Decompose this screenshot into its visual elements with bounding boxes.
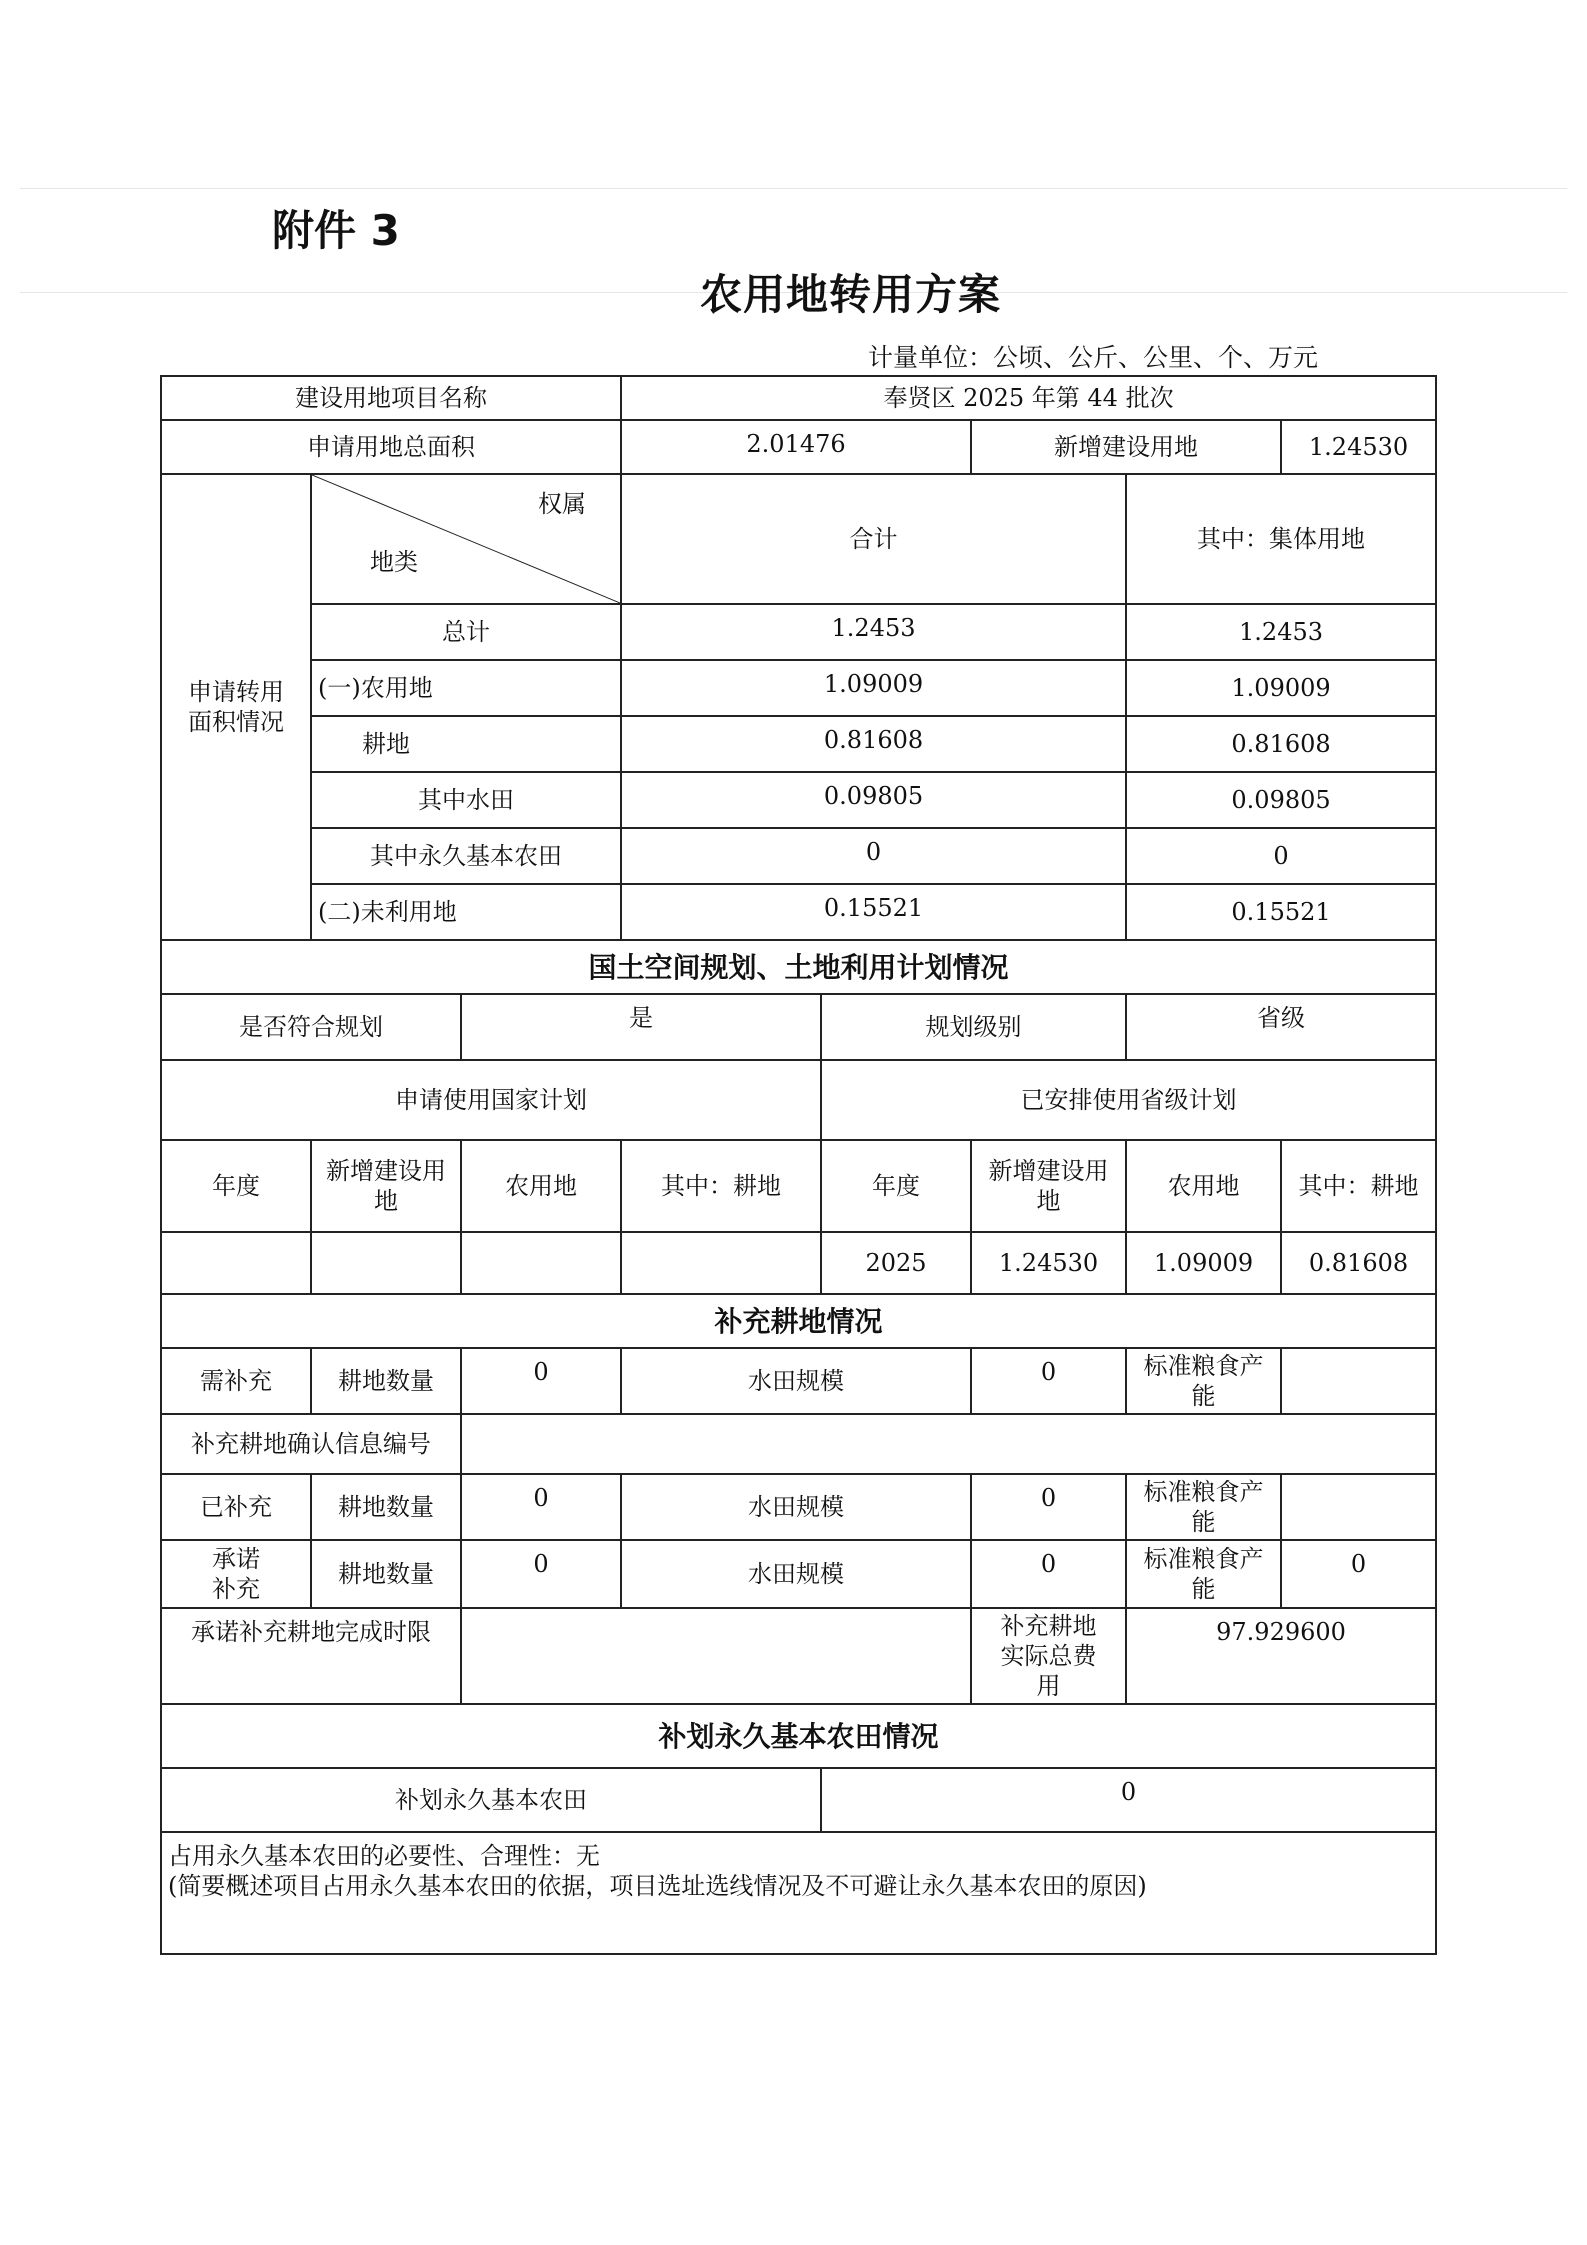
national-plan-label: 申请使用国家计划 <box>161 1060 821 1140</box>
row-label-agri: (一)农用地 <box>311 660 621 716</box>
basic-farmland-note <box>161 1832 1436 1954</box>
confirm-label: 补充耕地确认信息编号 <box>161 1414 461 1474</box>
row-unused-sum: 0.15521 <box>621 884 1126 940</box>
row-paddy-sum: 0.09805 <box>621 772 1126 828</box>
done-label: 已补充 <box>161 1474 311 1540</box>
provincial-agri: 1.09009 <box>1126 1232 1281 1294</box>
conversion-side-text: 申请转用面积情况 <box>188 678 284 736</box>
provincial-col-year: 年度 <box>821 1140 971 1232</box>
row-cultivated-sum: 0.81608 <box>621 716 1126 772</box>
national-col-new-construction: 新增建设用地 <box>311 1140 461 1232</box>
new-construction-label: 新增建设用地 <box>971 420 1281 474</box>
row-label-cultivated: 耕地 <box>311 716 621 772</box>
land-conversion-table <box>160 375 1437 1955</box>
row-label-paddy: 其中水田 <box>311 772 621 828</box>
done-paddy-label: 水田规模 <box>621 1474 971 1540</box>
row-total-sum: 1.2453 <box>621 604 1126 660</box>
done-grain-label: 标准粮食产能 <box>1126 1474 1281 1540</box>
diagonal-header-cell <box>311 474 621 604</box>
done-paddy-value: 0 <box>971 1474 1126 1540</box>
national-year <box>161 1232 311 1294</box>
deadline-value <box>461 1608 971 1704</box>
project-name-label: 建设用地项目名称 <box>161 376 621 420</box>
promise-label <box>161 1540 311 1608</box>
promise-label-text: 承诺补充 <box>212 1545 260 1603</box>
promise-grain-value: 0 <box>1281 1540 1436 1608</box>
diag-landtype-label: 地类 <box>370 548 418 576</box>
promise-qty-label: 耕地数量 <box>311 1540 461 1608</box>
cost-label <box>971 1608 1126 1704</box>
unit-note: 计量单位：公顷、公斤、公里、个、万元 <box>868 343 1319 372</box>
col-collective-header: 其中：集体用地 <box>1126 474 1436 604</box>
promise-paddy-label: 水田规模 <box>621 1540 971 1608</box>
done-qty-value: 0 <box>461 1474 621 1540</box>
note-explanation: (简要概述项目占用永久基本农田的依据，项目选址选线情况及不可避让永久基本农田的原因) <box>168 1872 1147 1900</box>
note-necessity: 占用永久基本农田的必要性、合理性：无 <box>168 1842 600 1870</box>
cost-value: 97.929600 <box>1126 1608 1436 1704</box>
promise-paddy-value: 0 <box>971 1540 1126 1608</box>
done-qty-label: 耕地数量 <box>311 1474 461 1540</box>
provincial-cultivated: 0.81608 <box>1281 1232 1436 1294</box>
basic-farmland-section-title: 补划永久基本农田情况 <box>161 1704 1436 1768</box>
row-label-basic-farmland: 其中永久基本农田 <box>311 828 621 884</box>
provincial-plan-label: 已安排使用省级计划 <box>821 1060 1436 1140</box>
level-value: 省级 <box>1126 994 1436 1060</box>
conversion-side-label <box>161 474 311 940</box>
provincial-new-construction: 1.24530 <box>971 1232 1126 1294</box>
need-label: 需补充 <box>161 1348 311 1414</box>
attachment-number: 附件 3 <box>272 206 400 255</box>
conform-value: 是 <box>461 994 821 1060</box>
promise-grain-label: 标准粮食产能 <box>1126 1540 1281 1608</box>
provincial-col-new-construction: 新增建设用地 <box>971 1140 1126 1232</box>
row-agri-sum: 1.09009 <box>621 660 1126 716</box>
need-qty-label: 耕地数量 <box>311 1348 461 1414</box>
done-grain-value <box>1281 1474 1436 1540</box>
national-col-cultivated: 其中：耕地 <box>621 1140 821 1232</box>
national-cultivated <box>621 1232 821 1294</box>
basic-farmland-value: 0 <box>821 1768 1436 1832</box>
need-qty-value: 0 <box>461 1348 621 1414</box>
total-area-label: 申请用地总面积 <box>161 420 621 474</box>
page-title: 农用地转用方案 <box>700 270 1002 319</box>
need-grain-label: 标准粮食产能 <box>1126 1348 1281 1414</box>
project-name-value: 奉贤区 2025 年第 44 批次 <box>621 376 1436 420</box>
row-cultivated-collective: 0.81608 <box>1126 716 1436 772</box>
diag-ownership-label: 权属 <box>538 490 587 518</box>
new-construction-value: 1.24530 <box>1281 420 1436 474</box>
provincial-year: 2025 <box>821 1232 971 1294</box>
col-total-header: 合计 <box>621 474 1126 604</box>
total-area-value: 2.01476 <box>621 420 971 474</box>
national-col-agri: 农用地 <box>461 1140 621 1232</box>
conform-label: 是否符合规划 <box>161 994 461 1060</box>
basic-farmland-label: 补划永久基本农田 <box>161 1768 821 1832</box>
level-label: 规划级别 <box>821 994 1126 1060</box>
row-total-collective: 1.2453 <box>1126 604 1436 660</box>
national-agri <box>461 1232 621 1294</box>
promise-qty-value: 0 <box>461 1540 621 1608</box>
provincial-col-cultivated: 其中：耕地 <box>1281 1140 1436 1232</box>
row-label-unused: (二)未利用地 <box>311 884 621 940</box>
provincial-col-agri: 农用地 <box>1126 1140 1281 1232</box>
need-paddy-value: 0 <box>971 1348 1126 1414</box>
row-agri-collective: 1.09009 <box>1126 660 1436 716</box>
row-paddy-collective: 0.09805 <box>1126 772 1436 828</box>
need-paddy-label: 水田规模 <box>621 1348 971 1414</box>
need-grain-value <box>1281 1348 1436 1414</box>
row-basic-farmland-collective: 0 <box>1126 828 1436 884</box>
deadline-label: 承诺补充耕地完成时限 <box>161 1608 461 1704</box>
national-new-construction <box>311 1232 461 1294</box>
row-unused-collective: 0.15521 <box>1126 884 1436 940</box>
confirm-value <box>461 1414 1436 1474</box>
national-col-year: 年度 <box>161 1140 311 1232</box>
scan-line-top <box>20 188 1567 189</box>
row-label-total: 总计 <box>311 604 621 660</box>
planning-section-title: 国土空间规划、土地利用计划情况 <box>161 940 1436 994</box>
supplement-section-title: 补充耕地情况 <box>161 1294 1436 1348</box>
cost-label-text: 补充耕地实际总费用 <box>1000 1612 1097 1700</box>
row-basic-farmland-sum: 0 <box>621 828 1126 884</box>
